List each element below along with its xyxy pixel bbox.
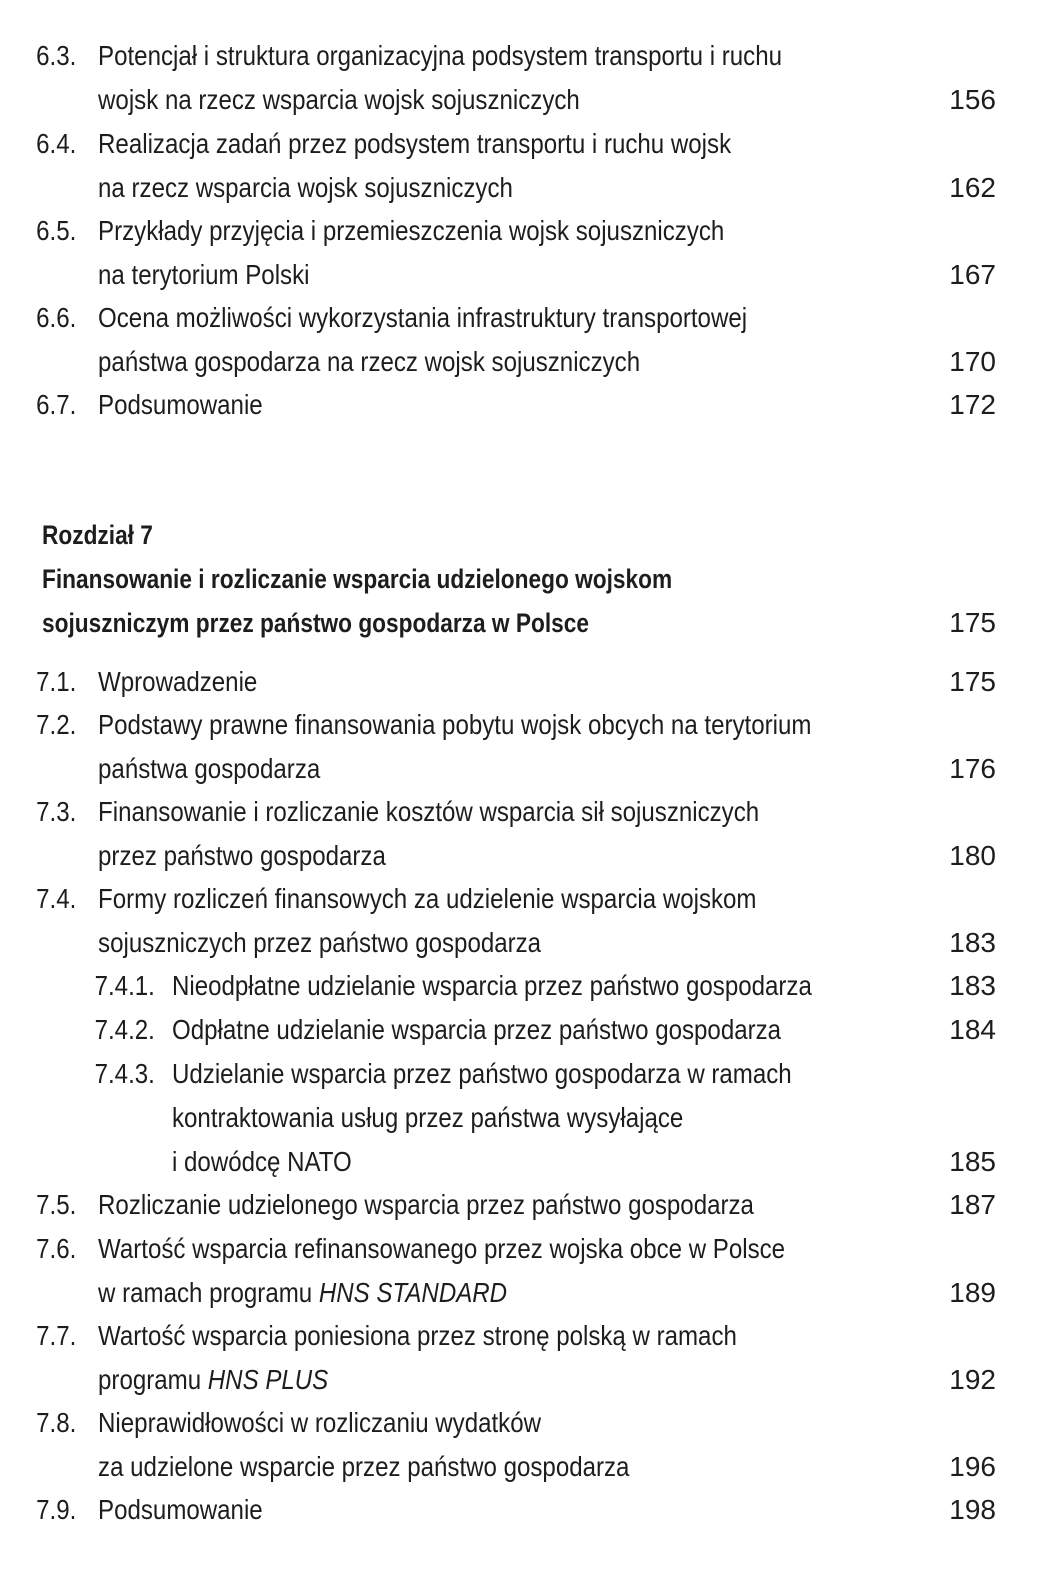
entry-title: Wprowadzenie bbox=[98, 666, 258, 697]
entry-title: Finansowanie i rozliczanie kosztów wsparcia sił sojuszniczych bbox=[98, 796, 760, 827]
chapter-title-line: sojuszniczym przez państwo gospodarza w Polsce bbox=[42, 608, 589, 638]
entry-number: 7.9. bbox=[36, 1494, 77, 1525]
chapter-heading bbox=[42, 513, 996, 645]
entry-title: za udzielone wsparcie przez państwo gospodarza bbox=[98, 1451, 630, 1482]
entry-page-number: 170 bbox=[949, 346, 996, 377]
entry-number: 7.4. bbox=[36, 883, 77, 914]
entry-page-number: 198 bbox=[949, 1494, 996, 1525]
entry-title: i dowódcę NATO bbox=[172, 1146, 352, 1177]
entry-title: Podsumowanie bbox=[98, 389, 263, 420]
entry-title: Rozliczanie udzielonego wsparcia przez państwo gospodarza bbox=[98, 1189, 754, 1220]
entry-number: 7.2. bbox=[36, 709, 77, 740]
entry-number: 7.4.3. bbox=[94, 1058, 155, 1089]
entry-title: Formy rozliczeń finansowych za udzielenie wsparcia wojskom bbox=[98, 883, 757, 914]
chapter-title-line: Finansowanie i rozliczanie wsparcia udzielonego wojskom bbox=[42, 564, 673, 594]
entry-page-number: 180 bbox=[949, 840, 996, 871]
chapter-page-number: 175 bbox=[949, 607, 996, 638]
entry-title: Ocena możliwości wykorzystania infrastruktury transportowej bbox=[98, 302, 748, 333]
entry-title: Wartość wsparcia poniesiona przez stronę polską w ramach bbox=[98, 1320, 737, 1351]
entry-title: Odpłatne udzielanie wsparcia przez państwo gospodarza bbox=[172, 1014, 782, 1045]
entry-title: Udzielanie wsparcia przez państwo gospodarza w ramach bbox=[172, 1058, 792, 1089]
entry-title: Nieodpłatne udzielanie wsparcia przez państwo gospodarza bbox=[172, 970, 812, 1001]
entry-page-number: 187 bbox=[949, 1189, 996, 1220]
entry-number: 7.4.2. bbox=[94, 1014, 155, 1045]
entry-title: Realizacja zadań przez podsystem transportu i ruchu wojsk bbox=[98, 128, 732, 159]
entry-title: na terytorium Polski bbox=[98, 259, 310, 290]
entry-page-number: 184 bbox=[949, 1014, 996, 1045]
entry-title: Wartość wsparcia refinansowanego przez wojska obce w Polsce bbox=[98, 1233, 786, 1264]
entry-title: Potencjał i struktura organizacyjna podsystem transportu i ruchu bbox=[98, 40, 782, 71]
entry-number: 7.3. bbox=[36, 796, 77, 827]
entry-page-number: 183 bbox=[949, 927, 996, 958]
entry-title: państwa gospodarza na rzecz wojsk sojuszniczych bbox=[98, 346, 641, 377]
entry-page-number: 196 bbox=[949, 1451, 996, 1482]
entry-title: Podstawy prawne finansowania pobytu wojsk obcych na terytorium bbox=[98, 709, 812, 740]
entry-number: 7.6. bbox=[36, 1233, 77, 1264]
entry-number: 7.1. bbox=[36, 666, 77, 697]
entry-number: 7.5. bbox=[36, 1189, 77, 1220]
chapter-label: Rozdział 7 bbox=[42, 520, 153, 550]
entry-page-number: 167 bbox=[949, 259, 996, 290]
entry-number: 7.8. bbox=[36, 1407, 77, 1438]
entry-number: 6.7. bbox=[36, 389, 77, 420]
entry-page-number: 172 bbox=[949, 389, 996, 420]
entry-page-number: 176 bbox=[949, 753, 996, 784]
entry-page-number: 175 bbox=[949, 666, 996, 697]
entry-number: 6.3. bbox=[36, 40, 77, 71]
entry-page-number: 189 bbox=[949, 1277, 996, 1308]
entry-title: państwa gospodarza bbox=[98, 753, 321, 784]
entry-page-number: 183 bbox=[949, 970, 996, 1001]
entry-page-number: 162 bbox=[949, 172, 996, 203]
entry-title: wojsk na rzecz wsparcia wojsk sojuszniczych bbox=[98, 84, 580, 115]
entry-page-number: 192 bbox=[949, 1364, 996, 1395]
entry-page-number: 156 bbox=[949, 84, 996, 115]
entry-title: sojuszniczych przez państwo gospodarza bbox=[98, 927, 542, 958]
entry-title: programu bbox=[98, 1364, 202, 1395]
entry-number: 7.7. bbox=[36, 1320, 77, 1351]
entry-title: kontraktowania usług przez państwa wysyłające bbox=[172, 1102, 684, 1133]
entry-number: 7.4.1. bbox=[94, 970, 155, 1001]
entry-title: w ramach programu bbox=[98, 1277, 313, 1308]
entry-title: Przykłady przyjęcia i przemieszczenia wojsk sojuszniczych bbox=[98, 215, 725, 246]
entry-title: przez państwo gospodarza bbox=[98, 840, 386, 871]
program-name: HNS PLUS bbox=[207, 1364, 329, 1395]
entry-number: 6.4. bbox=[36, 128, 77, 159]
entry-title: Podsumowanie bbox=[98, 1494, 263, 1525]
entry-title: Nieprawidłowości w rozliczaniu wydatków bbox=[98, 1407, 542, 1438]
entry-page-number: 185 bbox=[949, 1146, 996, 1177]
entry-number: 6.6. bbox=[36, 302, 77, 333]
program-name: HNS STANDARD bbox=[318, 1277, 508, 1308]
entry-number: 6.5. bbox=[36, 215, 77, 246]
entry-title: na rzecz wsparcia wojsk sojuszniczych bbox=[98, 172, 513, 203]
